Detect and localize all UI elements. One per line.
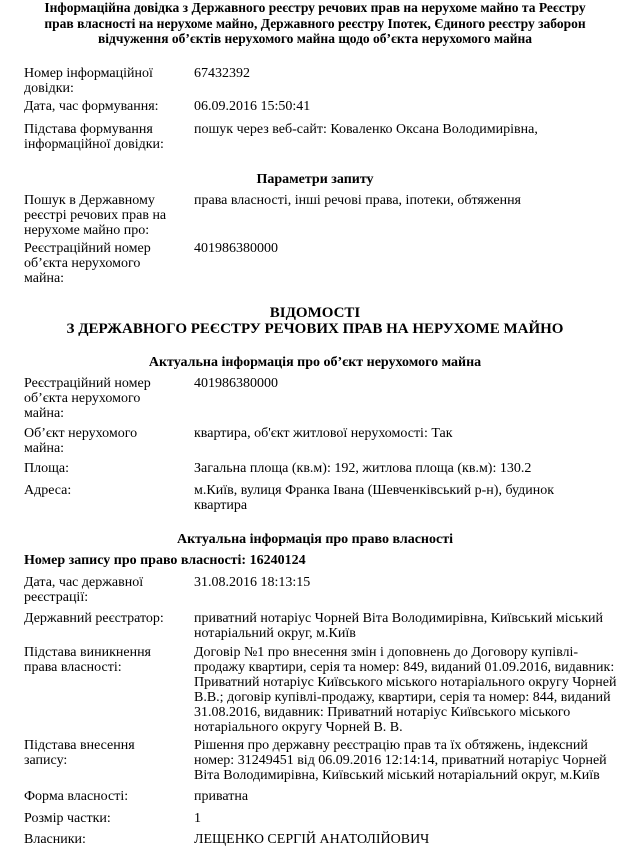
ownership-label: Розмір частки:	[24, 811, 111, 826]
header-line-1: Інформаційна довідка з Державного реєстру речових прав на нерухоме майно та Реєстру	[44, 0, 586, 15]
ownership-label: Власники:	[24, 832, 86, 847]
document-header	[6, 0, 624, 47]
header-line-3: відчуження об’єктів нерухомого майна щодо об’єкта нерухомого майна	[97, 31, 533, 46]
object-label: Площа:	[24, 461, 69, 476]
record-number: Номер запису про право власності: 16240124	[24, 553, 306, 568]
object-label: Об’єкт нерухомого майна:	[24, 426, 138, 456]
ownership-value: приватна	[194, 789, 249, 804]
params-value: 401986380000	[194, 241, 278, 256]
section-title-line-1: ВІДОМОСТІ	[269, 305, 361, 321]
info-value: пошук через веб-сайт: Коваленко Оксана Володимирівна,	[194, 122, 538, 137]
object-value: 401986380000	[194, 376, 278, 391]
ownership-value: 31.08.2016 18:13:15	[194, 575, 311, 590]
ownership-label: Підстава виникнення права власності:	[24, 645, 151, 675]
params-label: Пошук в Державному реєстрі речових прав на нерухоме майно про:	[24, 193, 167, 238]
ownership-value: Договір №1 про внесення змін і доповнень до Договору купівлі-продажу квартири, серія та номер: 849, виданий 01.09.2016, видавник: Приватний нотаріус Київського міського нотаріального округу Чорней В.В.; договір купівлі-продажу, квартири, серія та номер: 844, виданий 31.08.2016, видавник: Приватний нотаріус Київського міського нотаріального округу Чорней В. В.	[194, 645, 617, 735]
params-title: Параметри запиту	[256, 172, 374, 187]
header-line-2: прав власності на нерухоме майно, Державного реєстру Іпотек, Єдиного реєстру заборон	[44, 15, 586, 31]
ownership-value: 1	[194, 811, 201, 826]
info-value: 06.09.2016 15:50:41	[194, 99, 311, 114]
ownership-label: Дата, час державної реєстрації:	[24, 575, 144, 605]
section-title	[6, 305, 624, 337]
info-label: Підстава формування інформаційної довідки:	[24, 122, 164, 152]
section-title-line-2: З ДЕРЖАВНОГО РЕЄСТРУ РЕЧОВИХ ПРАВ НА НЕРУХОМЕ МАЙНО	[66, 321, 564, 337]
ownership-value: ЛЕЩЕНКО СЕРГІЙ АНАТОЛІЙОВИЧ	[194, 832, 430, 847]
ownership-label: Підстава внесення запису:	[24, 738, 135, 768]
params-label: Реєстраційний номер об’єкта нерухомого майна:	[24, 241, 151, 286]
info-value: 67432392	[194, 66, 250, 81]
object-label: Адреса:	[24, 483, 72, 498]
object-title: Актуальна інформація про об’єкт нерухомого майна	[148, 355, 482, 370]
ownership-label: Державний реєстратор:	[24, 611, 164, 626]
ownership-value: Рішення про державну реєстрацію прав та їх обтяжень, індексний номер: 31249451 від 06.09.2016 12:14:14, приватний нотаріус Чорней Віта Володимирівна, Київський міський нотаріальний округ, м.Київ	[194, 738, 607, 783]
ownership-label: Форма власності:	[24, 789, 129, 804]
params-value: права власності, інші речові права, іпотеки, обтяження	[194, 193, 521, 208]
info-label: Номер інформаційної довідки:	[24, 66, 153, 96]
ownership-title: Актуальна інформація про право власності	[177, 532, 453, 547]
info-label: Дата, час формування:	[24, 99, 159, 114]
object-label: Реєстраційний номер об’єкта нерухомого майна:	[24, 376, 151, 421]
object-value: квартира, об'єкт житлової нерухомості: Так	[194, 426, 453, 441]
object-value: Загальна площа (кв.м): 192, житлова площа (кв.м): 130.2	[194, 461, 532, 476]
ownership-value: приватний нотаріус Чорней Віта Володимирівна, Київський міський нотаріальний округ, м.Київ	[194, 611, 603, 641]
object-value: м.Київ, вулиця Франка Івана (Шевченківський р-н), будинок квартира	[194, 483, 555, 513]
